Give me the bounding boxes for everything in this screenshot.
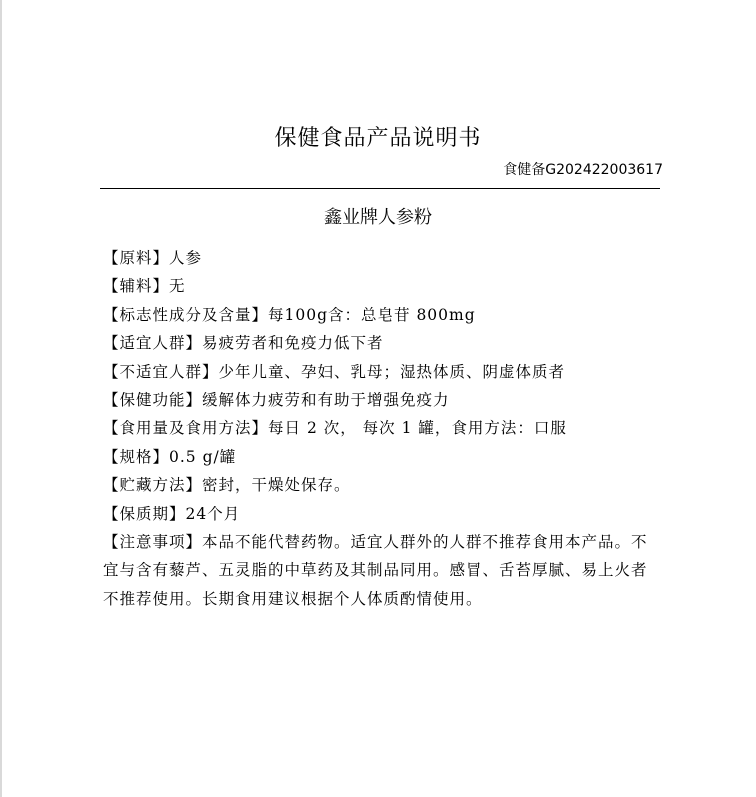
- registration-number: 食健备G202422003617: [503, 162, 663, 178]
- section-value: 每100g含：总皂苷 800mg: [268, 305, 476, 324]
- section-value: 少年儿童、孕妇、乳母；湿热体质、阴虚体质者: [218, 362, 566, 381]
- section-dosage: [103, 414, 663, 442]
- section-value: 缓解体力疲劳和有助于增强免疫力: [202, 391, 450, 410]
- section-value: 每日 2 次， 每次 1 罐，食用方法：口服: [268, 419, 567, 438]
- section-label: 【注意事项】: [103, 533, 203, 552]
- section-value: 0.5 g/罐: [169, 447, 237, 466]
- section-value: 易疲劳者和免疫力低下者: [202, 334, 384, 353]
- page-left-border: [0, 0, 2, 797]
- section-value: 24个月: [185, 504, 241, 523]
- section-value: 本品不能代替药物。适宜人群外的人群不推荐食用本产品。不宜与含有藜芦、五灵脂的中草药及其制品同用。感冒、舌苔厚腻、易上火者不推荐使用。长期食用建议根据个人体质酌情使用。: [103, 533, 648, 608]
- section-shelf-life: [103, 500, 663, 528]
- section-storage: [103, 471, 663, 499]
- section-health-function: [103, 386, 663, 414]
- section-suitable-population: [103, 329, 663, 357]
- section-label: 【保健功能】: [103, 391, 203, 410]
- section-label: 【标志性成分及含量】: [103, 305, 269, 324]
- section-label: 【原料】: [103, 249, 170, 267]
- section-label: 【规格】: [103, 447, 170, 466]
- header-divider: [100, 188, 660, 189]
- section-precautions: [103, 528, 663, 613]
- section-unsuitable-population: [103, 358, 663, 386]
- section-specification: [103, 443, 663, 471]
- section-marker-content: [103, 301, 663, 329]
- section-label: 【不适宜人群】: [103, 362, 219, 381]
- section-label: 【食用量及食用方法】: [103, 419, 269, 438]
- section-label: 【保质期】: [103, 504, 186, 523]
- section-ingredients: [103, 244, 663, 272]
- instruction-content: [103, 244, 663, 613]
- section-label: 【辅料】: [103, 277, 170, 296]
- section-value: 密封，干燥处保存。: [202, 476, 351, 495]
- section-label: 【适宜人群】: [103, 334, 203, 353]
- document-title: 保健食品产品说明书: [274, 126, 482, 151]
- section-value: 无: [169, 277, 186, 296]
- product-name: 鑫业牌人参粉: [324, 207, 432, 228]
- section-label: 【贮藏方法】: [103, 476, 203, 495]
- section-excipients: [103, 272, 663, 300]
- section-value: 人参: [169, 249, 203, 267]
